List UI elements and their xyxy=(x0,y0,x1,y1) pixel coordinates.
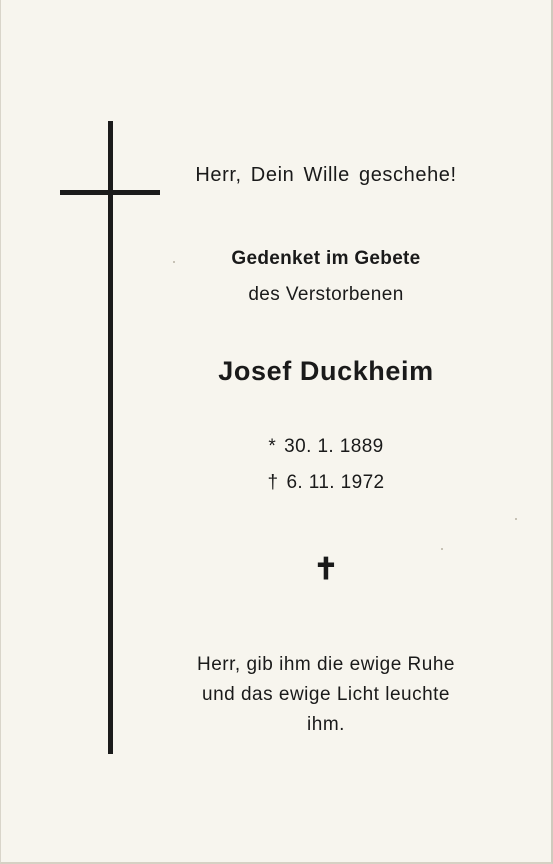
deceased-name: Josef Duckheim xyxy=(218,356,434,386)
prayer-line-3: ihm. xyxy=(307,714,345,735)
death-symbol: † xyxy=(267,472,279,493)
birth-date-line xyxy=(161,436,491,458)
closing-prayer xyxy=(161,650,491,740)
paper-speck xyxy=(441,548,443,550)
deceased-subheading: des Verstorbenen xyxy=(248,284,404,305)
remember-heading: Gedenket im Gebete xyxy=(231,248,421,269)
large-cross-horizontal-bar xyxy=(60,190,160,195)
prayer-line-2: und das ewige Licht leuchte xyxy=(202,684,450,705)
large-cross-vertical-bar xyxy=(108,121,113,754)
death-date: 6. 11. 1972 xyxy=(286,472,385,493)
prayer-line-1: Herr, gib ihm die ewige Ruhe xyxy=(197,654,455,675)
motto-top: Herr, Dein Wille geschehe! xyxy=(195,164,457,186)
paper-speck xyxy=(173,261,175,263)
paper-speck xyxy=(515,518,517,520)
birth-symbol: * xyxy=(268,436,277,457)
death-date-line xyxy=(161,472,491,494)
small-cross-icon: ✝ xyxy=(313,553,339,586)
birth-date: 30. 1. 1889 xyxy=(284,436,384,457)
